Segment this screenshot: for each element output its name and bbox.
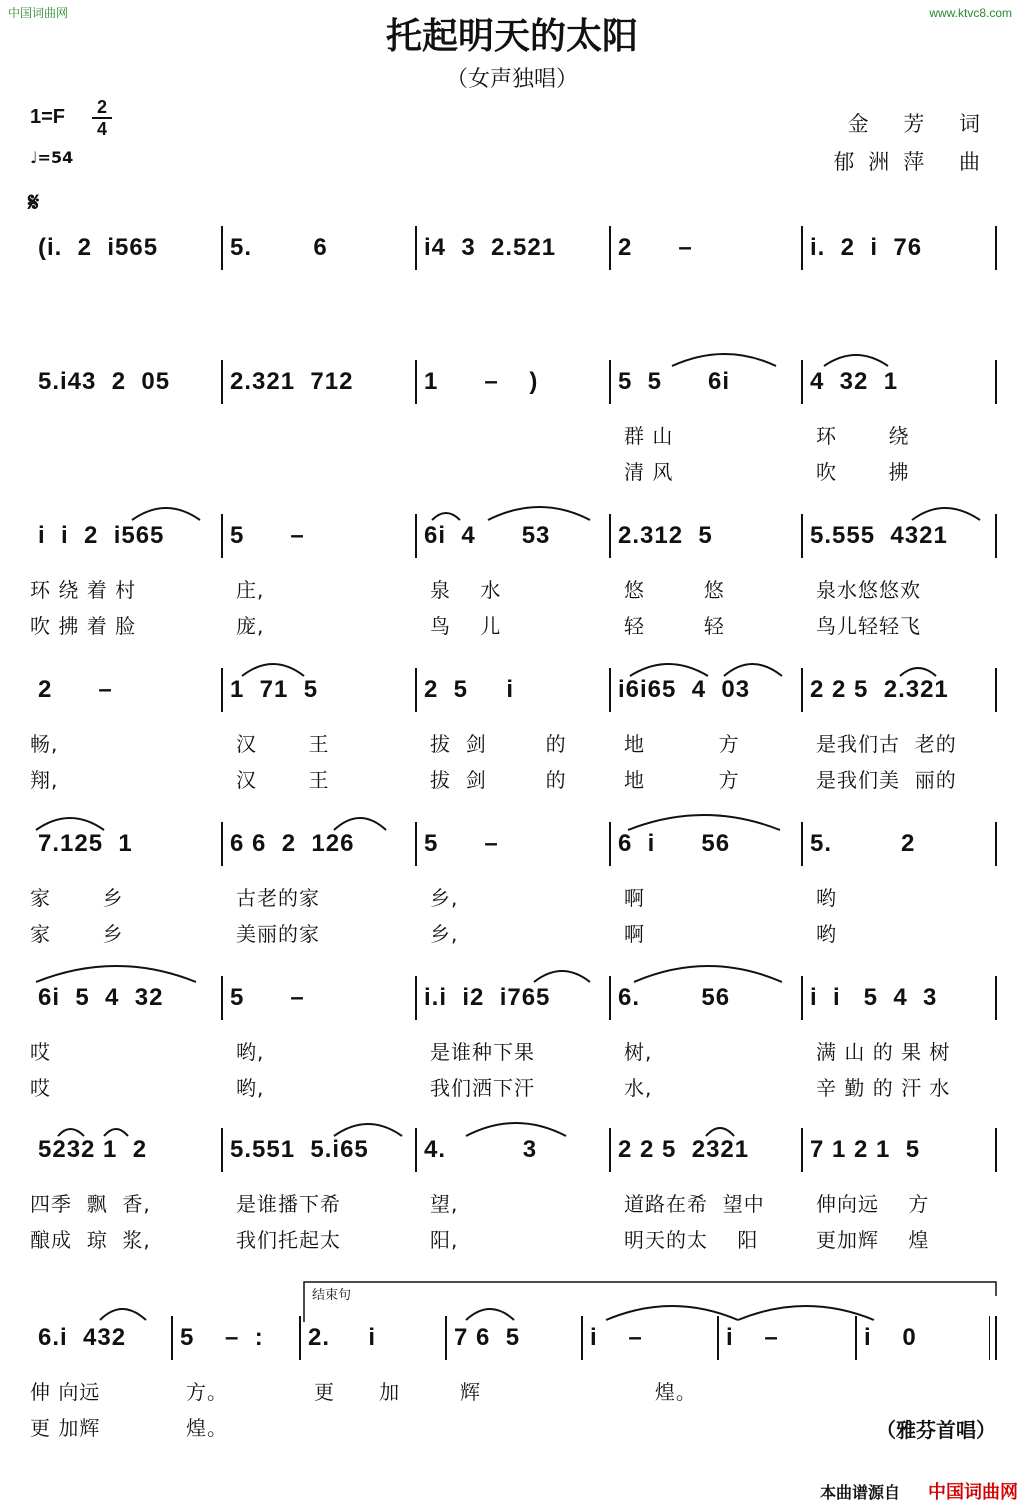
barline — [415, 226, 417, 270]
lyric-verse-1: 树, — [624, 1040, 653, 1064]
time-signature-bottom: 4 — [96, 119, 107, 139]
lyric-verse-2: 清 风 — [624, 460, 674, 484]
measure-notes: 5 – — [230, 984, 305, 1011]
barline — [801, 360, 803, 404]
barline — [221, 822, 223, 866]
slur — [466, 1309, 514, 1320]
lyric-verse-1: 哟, — [236, 1040, 265, 1064]
barline — [221, 1128, 223, 1172]
measure-notes: 2.312 5 — [618, 522, 713, 549]
slur — [334, 818, 386, 830]
barline — [801, 822, 803, 866]
lyric-verse-2: 是我们美 丽的 — [816, 768, 957, 792]
lyric-verse-2: 家 乡 — [30, 922, 124, 946]
watermark-top-left: 中国词曲网 — [8, 6, 69, 20]
measure-notes: 2 2 5 2321 — [618, 1136, 750, 1163]
measure-notes: i. 2 i 76 — [810, 234, 923, 261]
measure-notes: 5. 6 — [230, 234, 328, 261]
song-title: 托起明天的太阳 — [385, 15, 638, 57]
lyric-verse-2: 酿成 琼 浆, — [30, 1228, 151, 1252]
slur — [36, 966, 196, 982]
lyric-verse-1: 群 山 — [624, 424, 674, 448]
barline — [221, 226, 223, 270]
lyric-verse-1: 拔 剑 的 — [430, 732, 567, 756]
slur — [724, 664, 782, 676]
barline — [995, 360, 997, 404]
lyric-verse-1: 是谁种下果 — [430, 1040, 535, 1064]
barline — [581, 1316, 583, 1360]
lyric-verse-1: 环 绕 — [816, 424, 910, 448]
watermark-bottom-site: 中国词曲网 — [928, 1482, 1018, 1502]
barline — [445, 1316, 447, 1360]
ending-label: 结束句 — [312, 1288, 352, 1303]
barline — [609, 976, 611, 1020]
lyric-verse-2: 乡, — [430, 922, 459, 946]
barline — [221, 668, 223, 712]
measure-notes: 5.555 4321 — [810, 522, 948, 549]
measure-notes: 2. i — [308, 1324, 377, 1351]
slur — [100, 1309, 146, 1320]
lyric-verse-1: 家 乡 — [30, 886, 124, 910]
barline — [801, 514, 803, 558]
barline — [995, 668, 997, 712]
barline — [609, 226, 611, 270]
lyric-verse-2: 翔, — [30, 768, 59, 792]
ending-bracket — [304, 1282, 996, 1322]
tempo-marking: ♩=54 — [30, 148, 74, 167]
lyric-verse-1: 是谁播下希 — [236, 1192, 341, 1216]
barline — [995, 514, 997, 558]
barline — [415, 1128, 417, 1172]
measure-notes: 6i 5 4 32 — [38, 984, 164, 1011]
segno-sign: 𝄋 — [28, 188, 40, 218]
lyric-verse-2: 我们托起太 — [236, 1228, 341, 1252]
slur — [104, 1129, 128, 1136]
lyric-verse-2: 水, — [624, 1076, 653, 1100]
lyric-verse-2: 更 加辉 — [30, 1416, 101, 1440]
lyric-verse-2: 哟, — [236, 1076, 265, 1100]
lyric-verse-1: 哎 — [30, 1040, 51, 1064]
lyric-verse-2: 明天的太 阳 — [624, 1228, 759, 1252]
lyric-verse-1: 汉 王 — [236, 732, 330, 756]
measure-notes: 5.551 5.i65 — [230, 1136, 369, 1163]
barline — [995, 822, 997, 866]
lyric-verse-2: 煌。 — [186, 1416, 228, 1440]
slur — [706, 1128, 734, 1136]
lyric-verse-1: 地 方 — [624, 732, 740, 756]
measure-notes: 5.i43 2 05 — [38, 368, 171, 395]
lyric-verse-2: 庞, — [236, 614, 265, 638]
slur — [738, 1306, 874, 1320]
measure-notes: 2 2 5 2.321 — [810, 676, 949, 703]
measure-notes: 5 – : — [180, 1324, 264, 1351]
slur — [912, 508, 980, 520]
barline — [855, 1316, 857, 1360]
lyric-verse-1: 古老的家 — [236, 886, 320, 910]
barline — [221, 360, 223, 404]
lyric-verse-1: 庄, — [236, 578, 265, 602]
measure-notes: 7.125 1 — [38, 830, 133, 857]
measure-notes: i – — [590, 1324, 643, 1351]
measure-notes: 5232 1 2 — [38, 1136, 148, 1163]
measure-notes: 5. 2 — [810, 830, 916, 857]
lyric-verse-2: 吹 拂 — [816, 460, 910, 484]
barline — [995, 1316, 997, 1360]
barline — [801, 668, 803, 712]
watermark-top-right: www.ktvc8.com — [929, 6, 1012, 20]
lyric-verse-1: 更 加 — [314, 1380, 401, 1404]
slur — [534, 971, 590, 982]
measure-notes: 4. 3 — [424, 1136, 538, 1163]
measure-notes: 6 i 56 — [618, 830, 731, 857]
measure-notes: 2 – — [618, 234, 693, 261]
slur — [488, 507, 590, 520]
slur — [132, 508, 200, 520]
lyric-verse-2: 地 方 — [624, 768, 740, 792]
measure-notes: i – — [726, 1324, 779, 1351]
barline — [609, 360, 611, 404]
slur — [432, 513, 460, 520]
lyric-verse-2: 鸟 儿 — [430, 614, 502, 638]
lyric-verse-1: 望, — [430, 1192, 459, 1216]
lyric-verse-1: 伸 向远 — [30, 1380, 101, 1404]
slur — [58, 1129, 84, 1136]
barline — [415, 360, 417, 404]
lyric-verse-1: 乡, — [430, 886, 459, 910]
slur — [242, 664, 304, 676]
lyric-verse-1: 泉水悠悠欢 — [816, 578, 921, 602]
barline — [415, 822, 417, 866]
lyric-verse-1: 辉 — [460, 1380, 481, 1404]
measure-notes: 1 71 5 — [230, 676, 319, 703]
lyric-verse-1: 方。 — [186, 1380, 228, 1404]
lyric-verse-1: 道路在希 望中 — [624, 1192, 765, 1216]
slur — [628, 815, 780, 830]
measure-notes: 5 – — [230, 522, 305, 549]
measure-notes: 2 – — [38, 676, 113, 703]
measure-notes: 1 – ) — [424, 368, 539, 395]
slur — [634, 966, 782, 982]
slur — [466, 1123, 566, 1136]
song-subtitle: （女声独唱） — [445, 67, 578, 92]
lyric-verse-1: 哟 — [816, 886, 837, 910]
measure-notes: (i. 2 i565 — [38, 234, 159, 261]
barline — [609, 668, 611, 712]
lyric-verse-2: 啊 — [624, 922, 645, 946]
barline — [415, 668, 417, 712]
measure-notes: 5 5 6i — [618, 368, 731, 395]
lyric-verse-1: 满 山 的 果 树 — [816, 1040, 951, 1064]
slur — [36, 818, 104, 830]
slur — [900, 668, 936, 676]
barline — [221, 514, 223, 558]
lyric-verse-2: 更加辉 煌 — [816, 1228, 930, 1252]
lyric-verse-1: 泉 水 — [430, 578, 502, 602]
final-barline — [989, 1316, 990, 1360]
measure-notes: 7 6 5 — [454, 1324, 521, 1351]
lyric-verse-2: 哎 — [30, 1076, 51, 1100]
measure-notes: i i 2 i565 — [38, 522, 165, 549]
lyric-verse-2: 我们洒下汗 — [430, 1076, 535, 1100]
measure-notes: i 0 — [864, 1324, 917, 1351]
barline — [995, 976, 997, 1020]
barline — [801, 1128, 803, 1172]
key-signature: 1=F — [30, 106, 66, 128]
barline — [717, 1316, 719, 1360]
lyric-verse-2: 汉 王 — [236, 768, 330, 792]
barline — [609, 1128, 611, 1172]
lyric-verse-2: 拔 剑 的 — [430, 768, 567, 792]
lyric-verse-1: 啊 — [624, 886, 645, 910]
lyric-verse-2: 辛 勤 的 汗 水 — [816, 1076, 951, 1100]
measure-notes: 6i 4 53 — [424, 522, 551, 549]
lyric-verse-2: 哟 — [816, 922, 837, 946]
lyric-verse-2: 轻 轻 — [624, 614, 725, 638]
barline — [801, 226, 803, 270]
measure-notes: i4 3 2.521 — [424, 234, 557, 261]
barline — [415, 514, 417, 558]
barline — [299, 1316, 301, 1360]
barline — [609, 822, 611, 866]
lyric-verse-1: 是我们古 老的 — [816, 732, 957, 756]
measure-notes: 5 – — [424, 830, 499, 857]
measure-notes: 7 1 2 1 5 — [810, 1136, 921, 1163]
measure-notes: 4 32 1 — [810, 368, 899, 395]
lyric-verse-2: 吹 拂 着 脸 — [30, 614, 137, 638]
lyric-verse-2: 鸟儿轻轻飞 — [816, 614, 921, 638]
lyricist-credit: 金 芳 词 — [847, 112, 994, 136]
barline — [609, 514, 611, 558]
barline — [801, 976, 803, 1020]
singer-credit: （雅芬首唱） — [876, 1418, 996, 1442]
time-signature-top: 2 — [96, 97, 107, 117]
lyric-verse-1: 伸向远 方 — [816, 1192, 930, 1216]
time-signature — [92, 98, 112, 138]
measure-notes: i i 5 4 3 — [810, 984, 938, 1011]
measure-notes: i6i65 4 03 — [618, 676, 751, 703]
barline — [995, 1128, 997, 1172]
measure-notes: 2.321 712 — [230, 368, 354, 395]
measure-notes: 6.i 432 — [38, 1324, 127, 1351]
slur — [630, 664, 708, 676]
slur — [334, 1124, 402, 1136]
lyric-verse-2: 阳, — [430, 1228, 459, 1252]
barline — [171, 1316, 173, 1360]
watermark-bottom-source: 本曲谱源自 — [820, 1485, 901, 1502]
measure-notes: i.i i2 i765 — [424, 984, 551, 1011]
lyric-verse-1: 悠 悠 — [624, 578, 725, 602]
composer-credit: 郁洲萍 曲 — [833, 150, 994, 174]
barline — [415, 976, 417, 1020]
barline — [221, 976, 223, 1020]
measure-notes: 2 5 i — [424, 676, 515, 703]
slur — [824, 355, 888, 366]
lyric-verse-1: 煌。 — [596, 1380, 697, 1404]
measure-notes: 6. 56 — [618, 984, 731, 1011]
lyric-verse-1: 畅, — [30, 732, 59, 756]
slur — [672, 354, 776, 366]
lyric-verse-1: 四季 飘 香, — [30, 1192, 151, 1216]
barline — [995, 226, 997, 270]
measure-notes: 6 6 2 126 — [230, 830, 355, 857]
lyric-verse-2: 美丽的家 — [236, 922, 320, 946]
lyric-verse-1: 环 绕 着 村 — [30, 578, 137, 602]
